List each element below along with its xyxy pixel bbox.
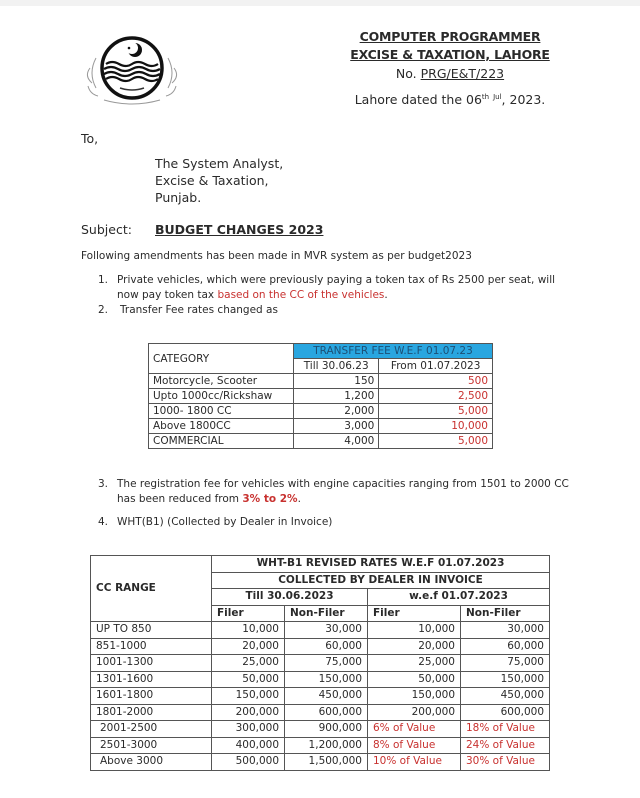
column-header-cc-range: CC RANGE bbox=[91, 556, 212, 622]
letterhead bbox=[330, 28, 570, 109]
intro-text: Following amendments has been made in MVR system as per budget2023 bbox=[81, 250, 472, 262]
wht-b1-table bbox=[90, 555, 550, 771]
salutation: To, bbox=[81, 131, 99, 146]
table-row: 1000- 1800 CC 2,000 5,000 bbox=[149, 404, 493, 419]
column-header-non-filer: Non-Filer bbox=[285, 605, 368, 622]
table-row: 1001-1300 25,000 75,000 25,000 75,000 bbox=[91, 655, 550, 672]
column-header-category: CATEGORY bbox=[149, 344, 294, 374]
highlight-text: based on the CC of the vehicles bbox=[217, 289, 385, 301]
subject-line bbox=[81, 222, 324, 237]
table-row: 1801-2000 200,000 600,000 200,000 600,000 bbox=[91, 704, 550, 721]
column-header-subtitle: COLLECTED BY DEALER IN INVOICE bbox=[212, 572, 550, 589]
column-header-transfer-fee: TRANSFER FEE W.E.F 01.07.23 bbox=[294, 344, 493, 359]
column-header-filer: Filer bbox=[212, 605, 285, 622]
table-row: 2001-2500 300,000 900,000 6% of Value 18% of Value bbox=[91, 721, 550, 738]
table-row: 1601-1800 150,000 450,000 150,000 450,000 bbox=[91, 688, 550, 705]
table-row: UP TO 850 10,000 30,000 10,000 30,000 bbox=[91, 622, 550, 639]
column-header-from: From 01.07.2023 bbox=[379, 359, 493, 374]
office-line2: EXCISE & TAXATION, LAHORE bbox=[350, 47, 550, 62]
punjab-emblem-logo bbox=[82, 28, 182, 108]
table-row: Above 3000 500,000 1,500,000 10% of Value 30% of Value bbox=[91, 754, 550, 771]
table-row: 851-1000 20,000 60,000 20,000 60,000 bbox=[91, 638, 550, 655]
letter-date: Lahore dated the 06th $^{Jul}$, 2023. bbox=[354, 92, 546, 108]
table-row: 2501-3000 400,000 1,200,000 8% of Value 24% of Value bbox=[91, 737, 550, 754]
table-row: COMMERCIAL 4,000 5,000 bbox=[149, 434, 493, 449]
column-header-filer: Filer bbox=[368, 605, 461, 622]
column-header-wef: w.e.f 01.07.2023 bbox=[368, 589, 550, 606]
column-header-till: Till 30.06.23 bbox=[294, 359, 379, 374]
office-line1: COMPUTER PROGRAMMER bbox=[359, 29, 541, 44]
column-header-non-filer: Non-Filer bbox=[461, 605, 550, 622]
table-row: Motorcycle, Scooter 150 500 bbox=[149, 374, 493, 389]
column-header-till: Till 30.06.2023 bbox=[212, 589, 368, 606]
table-row: 1301-1600 50,000 150,000 50,000 150,000 bbox=[91, 671, 550, 688]
subject-value: BUDGET CHANGES 2023 bbox=[155, 222, 324, 237]
top-band bbox=[0, 0, 640, 6]
column-header-title: WHT-B1 REVISED RATES W.E.F 01.07.2023 bbox=[212, 556, 550, 573]
highlight-text: 3% to 2% bbox=[242, 493, 298, 505]
subject-label: Subject: bbox=[81, 222, 132, 237]
recipient-address: The System Analyst, Excise & Taxation, Punjab. bbox=[155, 156, 284, 205]
table-row: Upto 1000cc/Rickshaw 1,200 2,500 bbox=[149, 389, 493, 404]
transfer-fee-table bbox=[148, 343, 493, 449]
table-row: Above 1800CC 3,000 10,000 bbox=[149, 419, 493, 434]
reference-number: No. PRG/E&T/223 bbox=[395, 66, 505, 81]
